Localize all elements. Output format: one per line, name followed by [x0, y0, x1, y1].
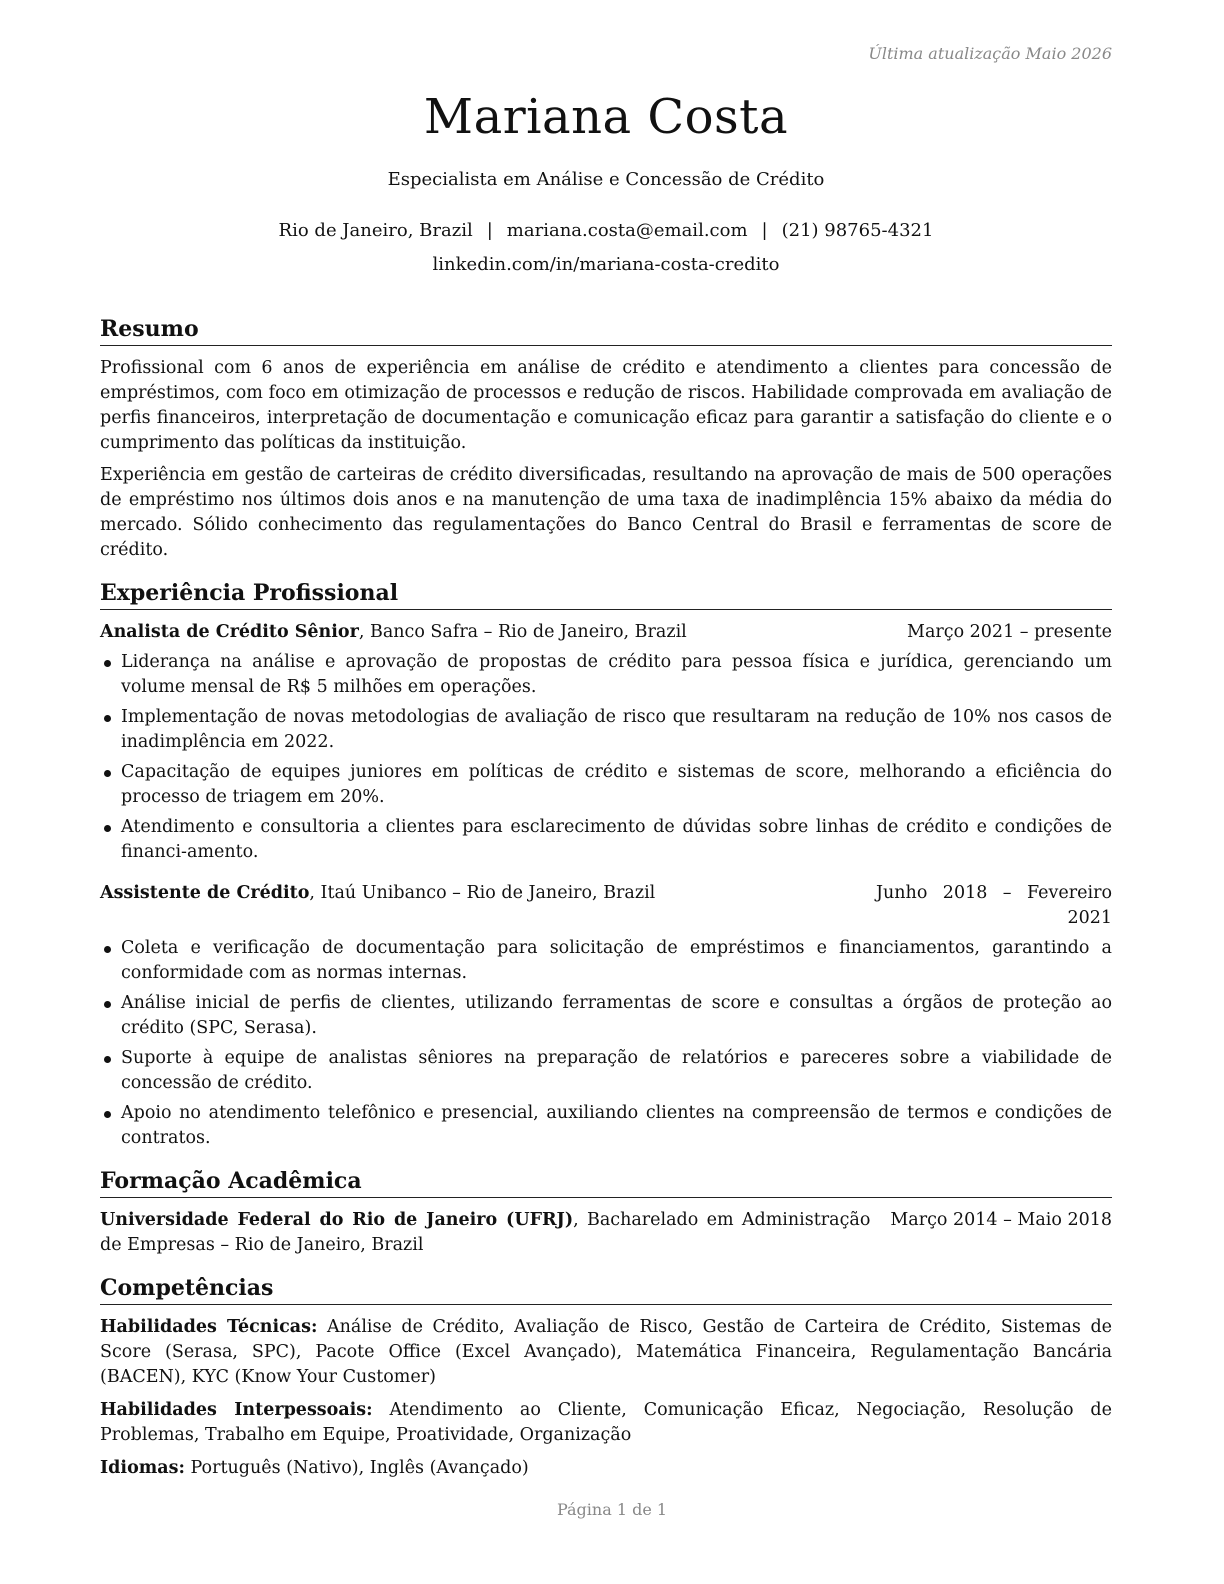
email-link[interactable]: mariana.costa@email.com [506, 220, 748, 241]
job-bullet: Capacitação de equipes juniores em políticas de crédito e sistemas de score, melhorando a eficiência do processo de triagem em 20%. [100, 760, 1112, 810]
education-details: , Bacharelado em Administração de Empresas – Rio de Janeiro, Brazil [100, 1210, 871, 1255]
job-title-line [100, 620, 887, 645]
job-entry [100, 620, 1112, 865]
skill-group [100, 1456, 1112, 1481]
contact-separator: | [761, 220, 768, 241]
location-text: Rio de Janeiro, Brazil [278, 220, 473, 241]
summary-paragraph: Experiência em gestão de carteiras de crédito diversificadas, resultando na aprovação de mais de 500 operações de empréstimo nos últimos dois anos e na manutenção de uma taxa de inadimplência 15% abaixo da média do mercado. Sólido conhecimento das regulamentações do Banco Central do Brasil e ferramentas de score de crédito. [100, 465, 1112, 560]
skill-group [100, 1398, 1112, 1448]
education-institution: Universidade Federal do Rio de Janeiro (UFRJ) [100, 1210, 574, 1230]
job-organization: , Banco Safra – Rio de Janeiro, Brazil [358, 622, 687, 642]
section-heading-experience: Experiência Profissional [100, 579, 1112, 610]
candidate-name: Mariana Costa [423, 89, 789, 145]
last-updated-note: Última atualização Maio 2026 [868, 44, 1112, 63]
resume-content [100, 82, 1112, 1489]
education-dates: Março 2014 – Maio 2018 [890, 1210, 1112, 1230]
contact-separator: | [486, 220, 493, 241]
summary-paragraph: Profissional com 6 anos de experiência em análise de crédito e atendimento a clientes para concessão de empréstimos, com foco em otimização de processos e redução de riscos. Habilidade comprovada em avaliação de perfis financeiros, interpretação de documentação e comunicação eficaz para garantir a satisfação do cliente e o cumprimento das políticas da instituição. [100, 358, 1112, 453]
job-title-line [100, 881, 856, 906]
job-header [100, 620, 1112, 645]
job-dates: Junho 2018 – Fevereiro 2021 [876, 883, 1112, 928]
education-text [100, 1208, 870, 1258]
job-bullets [100, 650, 1112, 865]
job-bullet: Apoio no atendimento telefônico e presencial, auxiliando clientes na compreensão de termos e condições de contratos. [100, 1101, 1112, 1151]
job-title: Analista de Crédito Sênior [100, 622, 359, 642]
skill-group [100, 1315, 1112, 1390]
section-heading-skills: Competências [100, 1274, 1112, 1305]
job-bullet: Liderança na análise e aprovação de propostas de crédito para pessoa física e jurídica, gerenciando um volume mensal de R$ 5 milhões em operações. [100, 650, 1112, 700]
job-bullet: Suporte à equipe de analistas sêniores na preparação de relatórios e pareceres sobre a viabilidade de concessão de crédito. [100, 1046, 1112, 1096]
job-bullet: Coleta e verificação de documentação para solicitação de empréstimos e financiamentos, garantindo a conformidade com as normas internas. [100, 936, 1112, 986]
job-header [100, 881, 1112, 931]
linkedin-link[interactable]: linkedin.com/in/mariana-costa-credito [432, 254, 780, 275]
education-entry [100, 1208, 1112, 1258]
job-entry [100, 881, 1112, 1151]
skill-group-label: Idiomas: [100, 1458, 185, 1478]
candidate-tagline: Especialista em Análise e Concessão de Crédito [387, 169, 825, 190]
skill-group-text: Atendimento ao Cliente, Comunicação Eficaz, Negociação, Resolução de Problemas, Trabalho em Equipe, Proatividade, Organização [100, 1400, 1112, 1445]
skill-group-text: Português (Nativo), Inglês (Avançado) [184, 1458, 529, 1478]
job-bullet: Implementação de novas metodologias de avaliação de risco que resultaram na redução de 10% nos casos de inadimplência em 2022. [100, 705, 1112, 755]
contact-info [100, 219, 1112, 243]
job-title: Assistente de Crédito [100, 883, 310, 903]
job-bullets [100, 936, 1112, 1151]
job-dates: Março 2021 – presente [907, 622, 1112, 642]
phone-text: (21) 98765-4321 [781, 220, 934, 241]
job-bullet: Análise inicial de perfis de clientes, utilizando ferramentas de score e consultas a órgãos de proteção ao crédito (SPC, Serasa). [100, 991, 1112, 1041]
skill-group-label: Habilidades Técnicas: [100, 1317, 318, 1337]
skill-group-text: Análise de Crédito, Avaliação de Risco, Gestão de Carteira de Crédito, Sistemas de Score (Serasa, SPC), Pacote Office (Excel Avançado), Matemática Financeira, Regulamentação Bancária (BACEN), KYC (Know Your Customer) [100, 1317, 1113, 1387]
job-bullet: Atendimento e consultoria a clientes para esclarecimento de dúvidas sobre linhas de crédito e condições de financi-amento. [100, 815, 1112, 865]
section-heading-education: Formação Acadêmica [100, 1167, 1112, 1198]
job-organization: , Itaú Unibanco – Rio de Janeiro, Brazil [309, 883, 656, 903]
section-heading-summary: Resumo [100, 315, 1112, 346]
page-footer: Página 1 de 1 [556, 1500, 668, 1519]
skill-group-label: Habilidades Interpessoais: [100, 1400, 373, 1420]
